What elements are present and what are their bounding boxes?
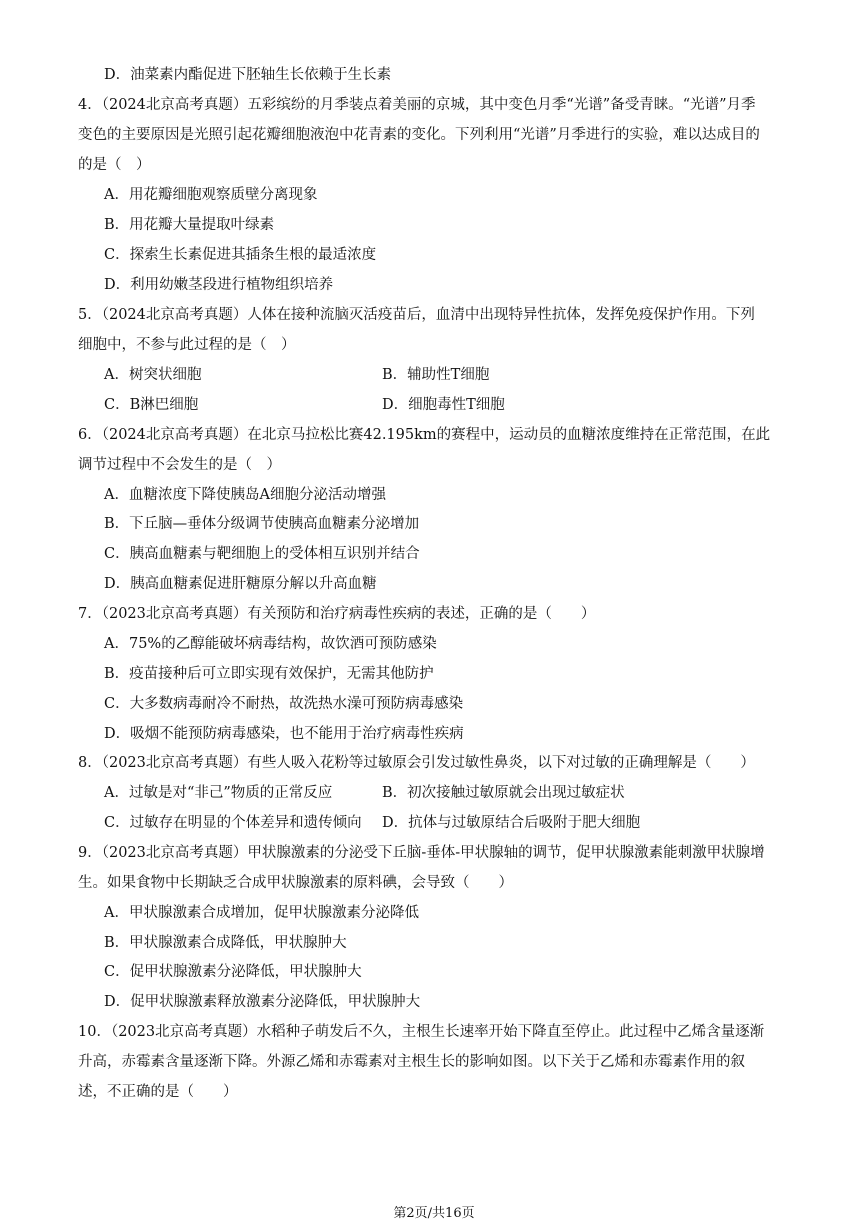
q7-option-c: C．大多数病毒耐冷不耐热，故洗热水澡可预防病毒感染 [104,696,464,712]
q4-option-c: C．探索生长素促进其插条生根的最适浓度 [104,247,377,263]
q4-option-a: A．用花瓣细胞观察质壁分离现象 [104,187,318,203]
q8-option-d: D．抗体与过敏原结合后吸附于肥大细胞 [382,815,641,831]
q5-option-b: B．辅助性T细胞 [382,367,490,383]
q6-stem-line2: 调节过程中不会发生的是（ ） [78,457,281,473]
q4-stem-line1: 4．（2024北京高考真题）五彩缤纷的月季装点着美丽的京城，其中变色月季“光谱”备受青睐。“光谱”月季 [78,97,756,113]
q10-stem-line3: 述，不正确的是（ ） [78,1084,238,1100]
q5-stem-line1: 5．（2024北京高考真题）人体在接种流脑灭活疫苗后，血清中出现特异性抗体，发挥免疫保护作用。下列 [78,307,755,323]
q6-option-c: C．胰高血糖素与靶细胞上的受体相互识别并结合 [104,546,420,562]
q7-stem-line1: 7．（2023北京高考真题）有关预防和治疗病毒性疾病的表述，正确的是（ ） [78,606,596,622]
page-number-footer: 第2页/共16页 [393,1206,475,1221]
q9-stem-line2: 生。如果食物中长期缺乏合成甲状腺激素的原料碘，会导致（ ） [78,875,513,891]
q4-stem-line2: 变色的主要原因是光照引起花瓣细胞液泡中花青素的变化。下列利用“光谱”月季进行的实验，难以达成目的 [78,127,760,143]
q9-option-a: A．甲状腺激素合成增加，促甲状腺激素分泌降低 [104,905,419,921]
q5-stem-line2: 细胞中，不参与此过程的是（ ） [78,337,296,353]
q8-option-c: C．过敏存在明显的个体差异和遗传倾向 [104,815,362,831]
q6-option-d: D．胰高血糖素促进肝糖原分解以升高血糖 [104,576,377,592]
q3-option-d: D．油菜素内酯促进下胚轴生长依赖于生长素 [104,67,392,83]
q7-option-a: A．75%的乙醇能破坏病毒结构，故饮酒可预防感染 [104,636,437,652]
q6-option-b: B．下丘脑—垂体分级调节使胰高血糖素分泌增加 [104,516,420,532]
q5-option-a: A．树突状细胞 [104,367,202,383]
q10-stem-line2: 升高，赤霉素含量逐渐下降。外源乙烯和赤霉素对主根生长的影响如图。以下关于乙烯和赤霉素作用的叙 [78,1054,745,1070]
q6-option-a: A．血糖浓度下降使胰岛A细胞分泌活动增强 [104,487,386,503]
q10-stem-line1: 10．（2023北京高考真题）水稻种子萌发后不久，主根生长速率开始下降直至停止。此过程中乙烯含量逐渐 [78,1024,765,1040]
q8-option-b: B．初次接触过敏原就会出现过敏症状 [382,785,625,801]
q8-stem-line1: 8．（2023北京高考真题）有些人吸入花粉等过敏原会引发过敏性鼻炎，以下对过敏的正确理解是（ ） [78,755,755,771]
q5-option-d: D．细胞毒性T细胞 [382,397,505,413]
q4-option-d: D．利用幼嫩茎段进行植物组织培养 [104,277,334,293]
q9-stem-line1: 9．（2023北京高考真题）甲状腺激素的分泌受下丘脑-垂体-甲状腺轴的调节，促甲状腺激素能刺激甲状腺增 [78,845,765,861]
q9-option-c: C．促甲状腺激素分泌降低，甲状腺肿大 [104,964,362,980]
q9-option-b: B．甲状腺激素合成降低，甲状腺肿大 [104,935,347,951]
q4-stem-line3: 的是（ ） [78,157,151,173]
q4-option-b: B．用花瓣大量提取叶绿素 [104,217,275,233]
q6-stem-line1: 6．（2024北京高考真题）在北京马拉松比赛42.195km的赛程中，运动员的血糖浓度维持在正常范围，在此 [78,427,771,443]
q7-option-b: B．疫苗接种后可立即实现有效保护，无需其他防护 [104,666,434,682]
q9-option-d: D．促甲状腺激素释放激素分泌降低，甲状腺肿大 [104,994,421,1010]
q5-option-c: C．B淋巴细胞 [104,397,199,413]
q7-option-d: D．吸烟不能预防病毒感染，也不能用于治疗病毒性疾病 [104,726,464,742]
q8-option-a: A．过敏是对“非己”物质的正常反应 [104,785,333,801]
